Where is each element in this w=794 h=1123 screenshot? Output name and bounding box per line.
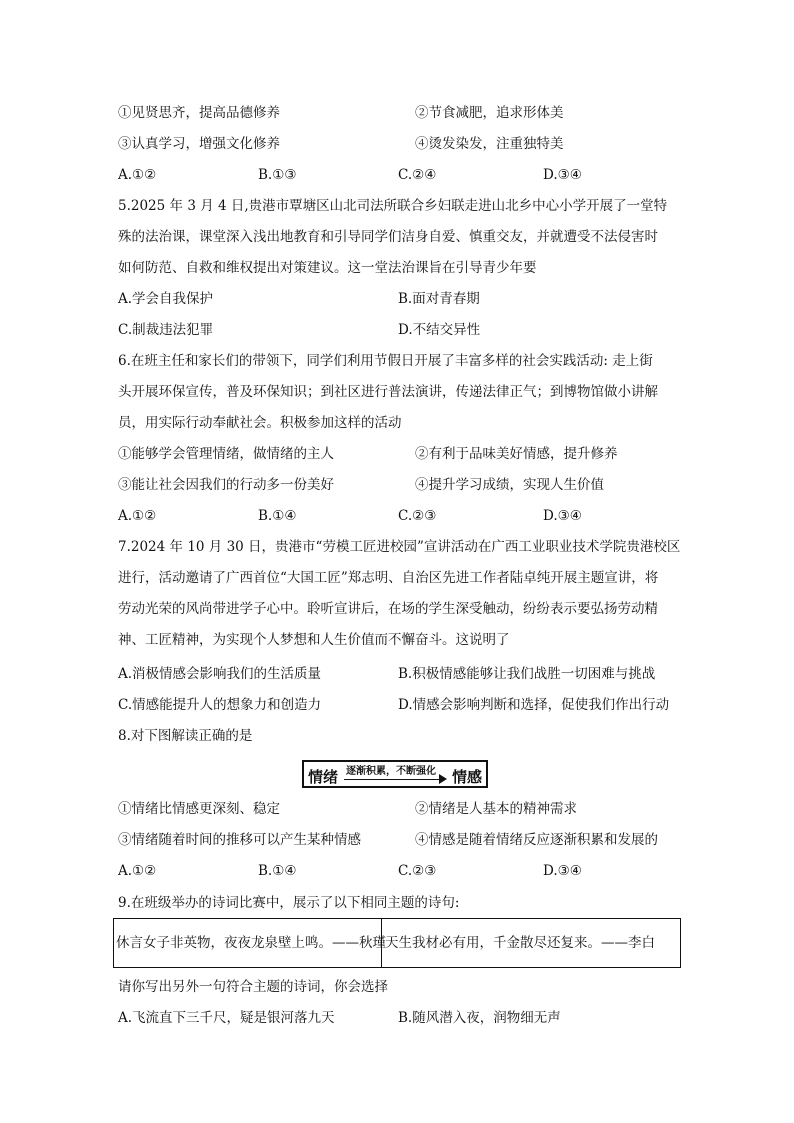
- q4-option-1: ①见贤思齐，提高品德修养: [118, 105, 280, 121]
- q6-stem-line-2: 头开展环保宣传，普及环保知识；到社区进行普法演讲，传递法律正气；到博物馆做小讲解: [118, 384, 658, 400]
- q8-option-3: ③情绪随着时间的推移可以产生某种情感: [118, 832, 361, 848]
- q6-choice-b: B.①④: [258, 508, 297, 524]
- q8-choice-d: D.③④: [543, 863, 582, 879]
- poem-table: [113, 918, 681, 968]
- q9-choice-a: A.飞流直下三千尺，疑是银河落九天: [118, 1010, 335, 1026]
- diagram-arrow-caption: 逐渐积累，不断强化: [346, 766, 436, 777]
- q7-choice-c: C.情感能提升人的想象力和创造力: [118, 697, 322, 713]
- q5-stem-line-2: 殊的法治课，课堂深入浅出地教育和引导同学们洁身自爱、慎重交友，并就遭受不法侵害时: [118, 229, 658, 245]
- q8-choice-b: B.①④: [258, 863, 297, 879]
- q6-choice-a: A.①②: [118, 508, 157, 524]
- q6-stem-line-3: 员，用实际行动奉献社会。积极参加这样的活动: [118, 415, 402, 431]
- q7-stem-line-1: 7.2024 年 10 月 30 日，贵港市“劳模工匠进校园”宣讲活动在广西工业职业技术学院贵港校区: [118, 539, 681, 555]
- q4-choice-d: D.③④: [543, 167, 582, 183]
- q7-choice-b: B.积极情感能够让我们战胜一切困难与挑战: [398, 666, 656, 682]
- q6-option-4: ④提升学习成绩，实现人生价值: [415, 477, 604, 493]
- q6-choice-d: D.③④: [543, 508, 582, 524]
- q5-choice-c: C.制裁违法犯罪: [118, 322, 214, 338]
- q5-stem-line-3: 如何防范、自救和维权提出对策建议。这一堂法治课旨在引导青少年要: [118, 260, 537, 276]
- q8-stem: 8.对下图解读正确的是: [118, 728, 253, 744]
- q4-choice-b: B.①③: [258, 167, 297, 183]
- q9-prompt: 请你写出另外一句符合主题的诗词，你会选择: [118, 979, 388, 995]
- q6-stem-line-1: 6.在班主任和家长们的带领下，同学们利用节假日开展了丰富多样的社会实践活动: 走上街: [118, 353, 653, 369]
- q7-choice-d: D.情感会影响判断和选择，促使我们作出行动: [398, 697, 670, 713]
- q5-stem-line-1: 5.2025 年 3 月 4 日,贵港市覃塘区山北司法所联合乡妇联走进山北乡中心小学开展了一堂特: [118, 198, 668, 214]
- q7-stem-line-4: 神、工匠精神，为实现个人梦想和人生价值而不懈奋斗。这说明了: [118, 632, 510, 648]
- q4-option-2: ②节食减肥，追求形体美: [415, 105, 564, 121]
- diagram-left-label: 情绪: [308, 768, 339, 786]
- diagram-right-label: 情感: [451, 768, 482, 786]
- q8-choice-a: A.①②: [118, 863, 157, 879]
- q8-option-4: ④情感是随着情绪反应逐渐积累和发展的: [415, 832, 658, 848]
- q6-option-2: ②有利于品味美好情感，提升修养: [415, 446, 618, 462]
- q5-choice-a: A.学会自我保护: [118, 291, 214, 307]
- q8-option-1: ①情绪比情感更深刻、稳定: [118, 801, 280, 817]
- q9-stem: 9.在班级举办的诗词比赛中，展示了以下相同主题的诗句:: [118, 895, 460, 911]
- q8-choice-c: C.②③: [398, 863, 437, 879]
- q6-option-3: ③能让社会因我们的行动多一份美好: [118, 477, 334, 493]
- q4-choice-c: C.②④: [398, 167, 437, 183]
- arrow-right-icon: [439, 774, 447, 784]
- q6-choice-c: C.②③: [398, 508, 437, 524]
- diagram-arrow-line: [344, 779, 440, 780]
- q7-stem-line-3: 劳动光荣的风尚带进学子心中。聆听宣讲后，在场的学生深受触动，纷纷表示要弘扬劳动精: [118, 601, 658, 617]
- q5-choice-b: B.面对青春期: [398, 291, 480, 307]
- poem-cell-1: 休言女子非英物，夜夜龙泉壁上鸣。——秋瑾: [116, 935, 386, 951]
- q4-option-4: ④烫发染发，注重独特美: [415, 136, 564, 152]
- q4-choice-a: A.①②: [118, 167, 157, 183]
- q7-choice-a: A.消极情感会影响我们的生活质量: [118, 666, 322, 682]
- q5-choice-d: D.不结交异性: [398, 322, 481, 338]
- q6-option-1: ①能够学会管理情绪，做情绪的主人: [118, 446, 334, 462]
- emotion-feeling-diagram: [302, 760, 488, 788]
- q7-stem-line-2: 进行，活动邀请了广西首位“大国工匠”郑志明、自治区先进工作者陆卓纯开展主题宣讲，将: [118, 570, 659, 586]
- q4-option-3: ③认真学习，增强文化修养: [118, 136, 280, 152]
- q9-choice-b: B.随风潜入夜，润物细无声: [398, 1010, 561, 1026]
- q8-option-2: ②情绪是人基本的精神需求: [415, 801, 577, 817]
- poem-cell-2: 天生我材必有用，千金散尽还复来。——李白: [385, 935, 655, 951]
